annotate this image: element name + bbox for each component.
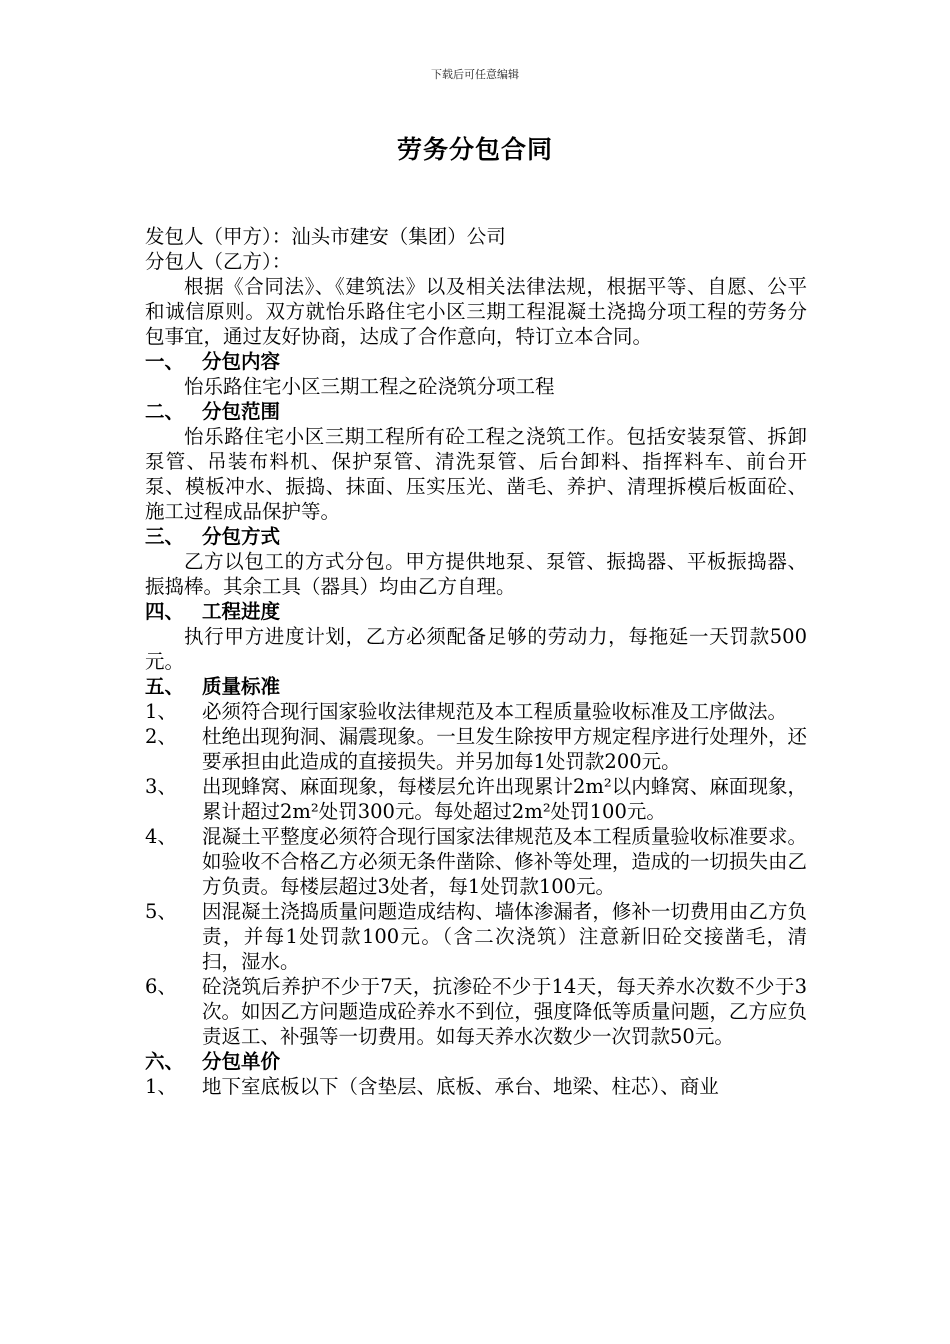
section-number: 三、: [145, 525, 185, 548]
document-body: [145, 224, 807, 1099]
section-paragraph: 乙方以包工的方式分包。甲方提供地泵、泵管、振捣器、平板振捣器、振捣棒。其余工具（器具）均由乙方自理。: [145, 550, 807, 598]
document-title: 劳务分包合同: [396, 135, 553, 164]
section-number: 一、: [145, 350, 185, 373]
section-title: 工程进度: [202, 600, 281, 623]
section-number: 二、: [145, 400, 185, 423]
item-text: 砼浇筑后养护不少于7天，抗渗砼不少于14天，每天养水次数不少于3次。如因乙方问题造成砼养水不到位，强度降低等质量问题，乙方应负责返工、补强等一切费用。如每天养水次数少一次罚款50元。: [202, 975, 807, 1048]
item-number: 4、: [145, 825, 177, 848]
section-heading: [145, 349, 807, 374]
section-heading: [145, 399, 807, 424]
section-title: 质量标准: [202, 675, 281, 698]
intro-paragraph: 根据《合同法》、《建筑法》以及相关法律法规，根据平等、自愿、公平和诚信原则。双方就怡乐路住宅小区三期工程混凝土浇捣分项工程的劳务分包事宜，通过友好协商，达成了合作意向，特订立本合同。: [145, 275, 807, 348]
section-number: 六、: [145, 1050, 185, 1073]
list-item: [145, 1074, 807, 1099]
page-header: 下载后可任意编辑: [431, 68, 519, 81]
party-a-line: 发包人（甲方）：汕头市建安（集团）公司: [145, 225, 506, 248]
section-title: 分包方式: [202, 525, 281, 548]
section-title: 分包内容: [202, 350, 281, 373]
section-heading: [145, 524, 807, 549]
section-heading: [145, 674, 807, 699]
section-paragraph: 怡乐路住宅小区三期工程之砼浇筑分项工程: [184, 375, 555, 398]
section-heading: [145, 1049, 807, 1074]
item-number: 5、: [145, 900, 177, 923]
item-number: 2、: [145, 725, 177, 748]
item-number: 1、: [145, 700, 177, 723]
item-text: 必须符合现行国家验收法律规范及本工程质量验收标准及工序做法。: [202, 700, 788, 723]
item-number: 1、: [145, 1075, 177, 1098]
list-item: [145, 699, 807, 724]
item-text: 混凝土平整度必须符合现行国家法律规范及本工程质量验收标准要求。如验收不合格乙方必须无条件凿除、修补等处理，造成的一切损失由乙方负责。每楼层超过3处者，每1处罚款100元。: [202, 825, 807, 898]
item-number: 3、: [145, 775, 177, 798]
section-title: 分包单价: [202, 1050, 281, 1073]
section-paragraph: 怡乐路住宅小区三期工程所有砼工程之浇筑工作。包括安装泵管、拆卸泵管、吊装布料机、保护泵管、清洗泵管、后台卸料、指挥料车、前台开泵、模板冲水、振捣、抹面、压实压光、凿毛、养护、清理拆模后板面砼、施工过程成品保护等。: [145, 425, 807, 523]
list-item: [145, 774, 807, 824]
section-number: 五、: [145, 675, 185, 698]
section-number: 四、: [145, 600, 185, 623]
item-text: 地下室底板以下（含垫层、底板、承台、地梁、柱芯）、商业: [202, 1075, 719, 1098]
list-item: [145, 974, 807, 1049]
party-b-line: 分包人（乙方）：: [145, 250, 292, 273]
list-item: [145, 824, 807, 899]
list-item: [145, 724, 807, 774]
section-paragraph: 执行甲方进度计划，乙方必须配备足够的劳动力，每拖延一天罚款500元。: [145, 625, 807, 673]
section-title: 分包范围: [202, 400, 281, 423]
item-number: 6、: [145, 975, 177, 998]
list-item: [145, 899, 807, 974]
item-text: 因混凝土浇捣质量问题造成结构、墙体渗漏者，修补一切费用由乙方负责，并每1处罚款100元。（含二次浇筑）注意新旧砼交接凿毛，清扫，湿水。: [202, 900, 807, 973]
item-text: 出现蜂窝、麻面现象，每楼层允许出现累计2m²以内蜂窝、麻面现象，累计超过2m²处罚300元。每处超过2m²处罚100元。: [202, 775, 807, 823]
item-text: 杜绝出现狗洞、漏震现象。一旦发生除按甲方规定程序进行处理外，还要承担由此造成的直接损失。并另加每1处罚款200元。: [202, 725, 807, 773]
section-heading: [145, 599, 807, 624]
